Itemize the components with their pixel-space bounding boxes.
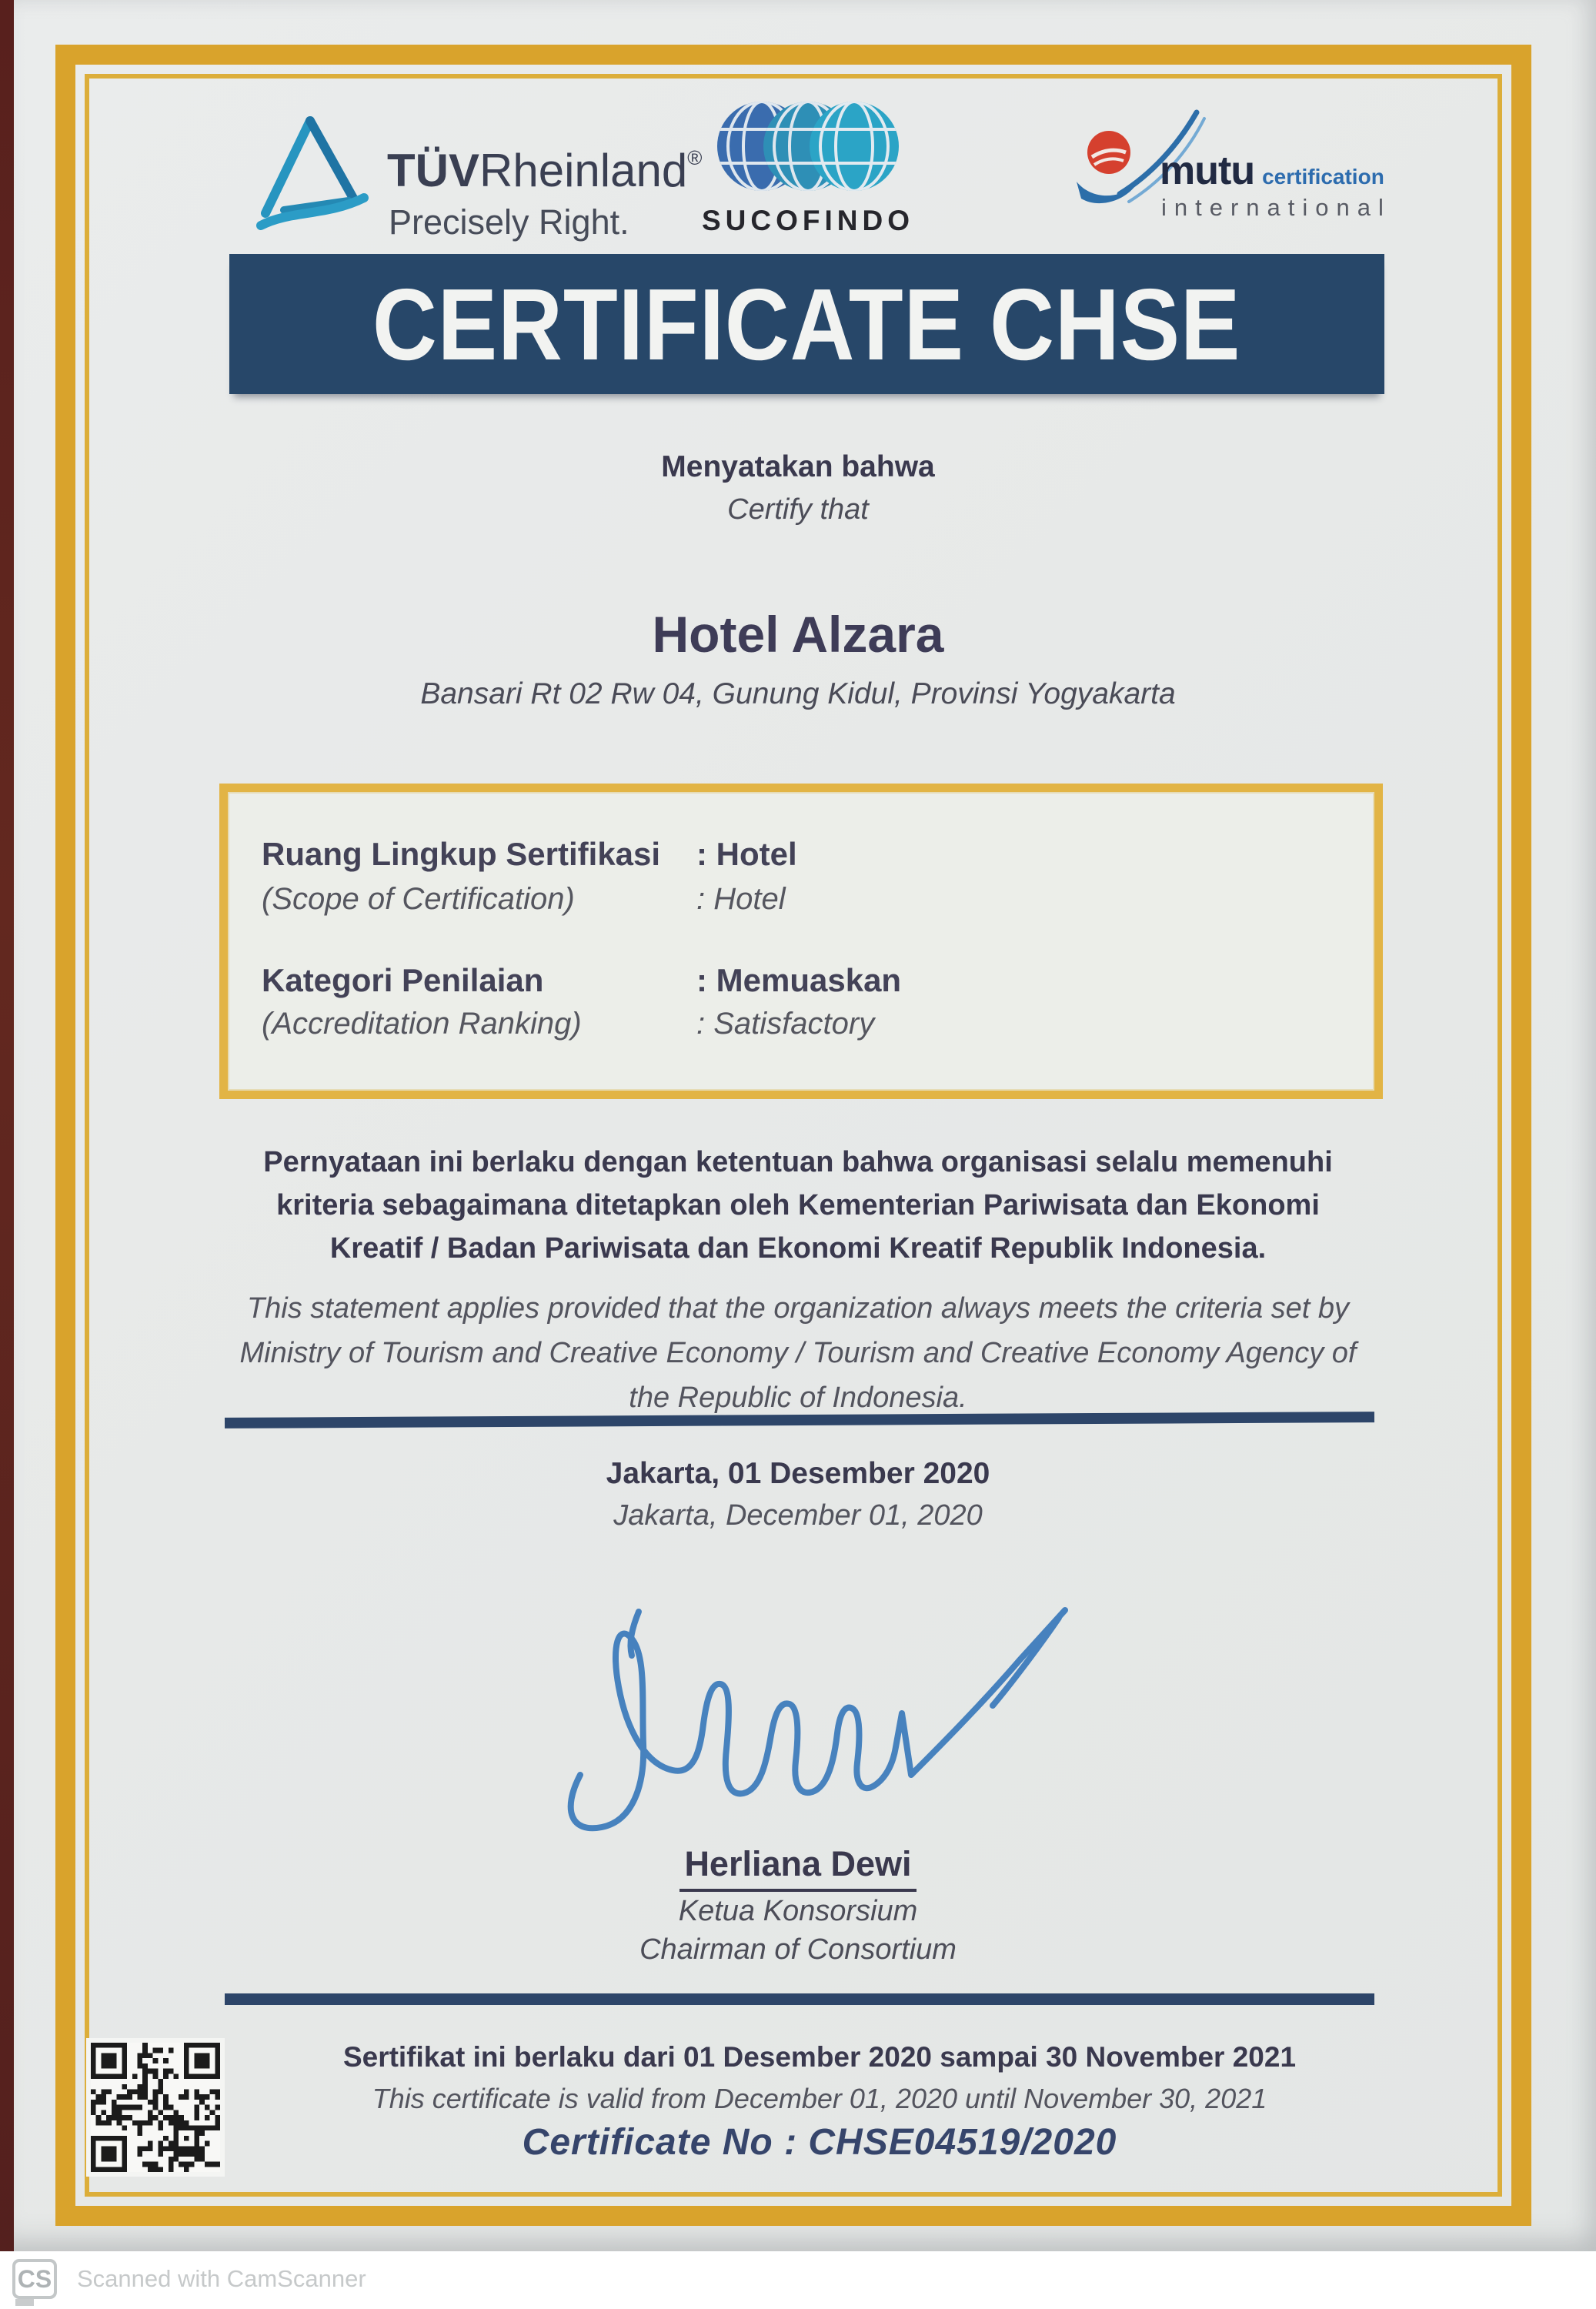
signatory-name <box>0 1844 1596 1892</box>
qr-code <box>86 2038 225 2177</box>
sucofindo-logo <box>693 99 923 237</box>
scope-label-en: (Scope of Certification) <box>262 882 575 916</box>
camscanner-logo-tab <box>15 2299 34 2306</box>
hotel-name: Hotel Alzara <box>652 606 944 663</box>
tuv-logo <box>250 112 758 246</box>
signatory-title-en: Chairman of Consortium <box>639 1933 957 1966</box>
tuv-brand-bold: TÜV <box>387 145 479 196</box>
category-value-id: : Memuaskan <box>696 962 902 998</box>
issue-date-en: Jakarta, December 01, 2020 <box>613 1499 983 1532</box>
divider-bottom <box>225 1993 1374 2005</box>
category-label-en: (Accreditation Ranking) <box>262 1007 582 1041</box>
certificate-title: CERTIFICATE CHSE <box>372 267 1241 381</box>
sucofindo-label: SUCOFINDO <box>702 205 914 236</box>
intro-id: Menyatakan bahwa <box>661 450 935 483</box>
statement-en <box>0 1287 1596 1420</box>
sucofindo-globes-icon <box>714 99 903 194</box>
issue-date-id: Jakarta, 01 Desember 2020 <box>606 1457 990 1490</box>
validity-id: Sertifikat ini berlaku dari 01 Desember 2020 sampai 30 November 2021 <box>342 2041 1297 2073</box>
mutu-logo <box>1073 108 1397 231</box>
scope-value-en: : Hotel <box>696 882 786 916</box>
scope-label-id: Ruang Lingkup Sertifikasi <box>262 836 661 872</box>
scope-value-id: : Hotel <box>696 836 797 872</box>
statement-en-text: This statement applies provided that the organization always meets the criteria set by Ministry of Tourism and Creative Economy / Tourism and Creative Economy Agency of the Republic of Indonesia. <box>239 1292 1357 1414</box>
hotel-address: Bansari Rt 02 Rw 04, Gunung Kidul, Provinsi Yogyakarta <box>420 677 1176 710</box>
scope-box <box>219 784 1383 1099</box>
category-value-en: : Satisfactory <box>696 1007 875 1041</box>
tuv-brand-regular: Rheinland <box>479 145 688 196</box>
tuv-brand <box>387 144 702 197</box>
signatory-name-text: Herliana Dewi <box>679 1844 916 1892</box>
signature-graphic <box>531 1590 1116 1833</box>
statement-id-text: Pernyataan ini berlaku dengan ketentuan bahwa organisasi selalu memenuhi kriteria sebagaimana ditetapkan oleh Kementerian Pariwisata dan Ekonomi Kreatif / Badan Pariwisata dan Ekonomi Kreatif Republik Indonesia. <box>263 1146 1333 1265</box>
mutu-certification-label: certification <box>1262 165 1384 189</box>
camscanner-logo: CS <box>12 2259 57 2299</box>
validity-en: This certificate is valid from December 01, 2020 until November 30, 2021 <box>372 2083 1267 2114</box>
tuv-tagline: Precisely Right. <box>389 202 629 242</box>
tuv-triangle-icon <box>250 112 373 246</box>
intro-en: Certify that <box>727 493 869 526</box>
signatory-title-id: Ketua Konsorsium <box>678 1895 918 1927</box>
registered-mark: ® <box>687 146 703 169</box>
title-banner <box>229 254 1384 394</box>
certificate-number: Certificate No : CHSE04519/2020 <box>522 2122 1117 2163</box>
mutu-brand: mutu <box>1160 149 1255 193</box>
mutu-brand-row <box>1160 148 1384 194</box>
camscanner-bar <box>0 2251 1596 2309</box>
camscanner-text: Scanned with CamScanner <box>77 2265 366 2292</box>
statement-id <box>0 1141 1596 1271</box>
mutu-international-label: international <box>1161 194 1391 221</box>
category-label-id: Kategori Penilaian <box>262 962 544 998</box>
